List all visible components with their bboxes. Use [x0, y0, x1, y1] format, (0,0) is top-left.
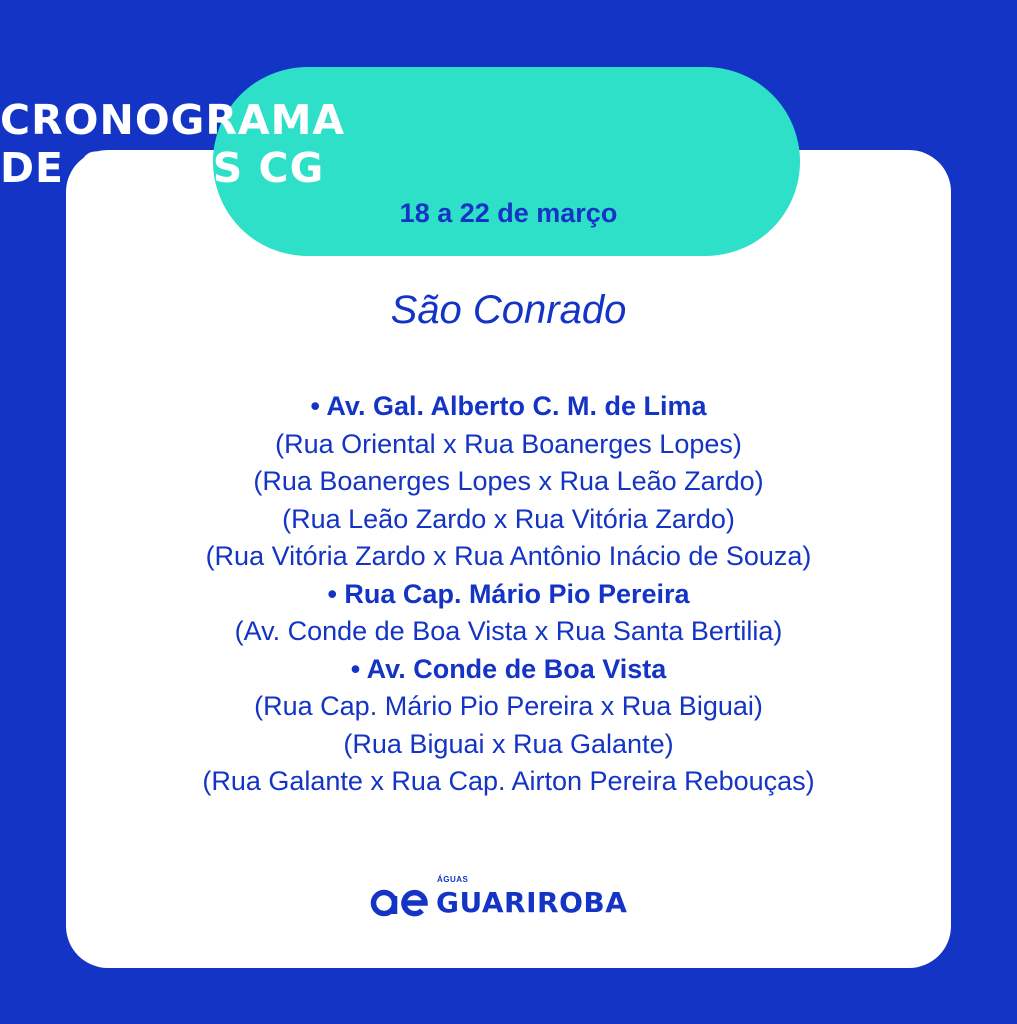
route-list [0, 388, 1017, 801]
route-segment: (Rua Oriental x Rua Boanerges Lopes) [275, 428, 742, 459]
logo-brand-text: GUARIROBA [436, 886, 628, 919]
route-segment: (Rua Biguai x Rua Galante) [343, 728, 674, 759]
page-title [0, 96, 1017, 192]
route-street: • Av. Conde de Boa Vista [350, 653, 667, 684]
route-segment: (Av. Conde de Boa Vista x Rua Santa Bertilia) [234, 616, 783, 646]
route-segment: (Rua Vitória Zardo x Rua Antônio Inácio de Souza) [205, 541, 812, 571]
route-street: • Av. Gal. Alberto C. M. de Lima [310, 391, 707, 421]
route-segment: (Rua Boanerges Lopes x Rua Leão Zardo) [253, 466, 764, 496]
neighborhood-name: São Conrado [390, 288, 627, 332]
title-line-1: CRONOGRAMA [0, 96, 346, 144]
ae-logo-icon [370, 888, 428, 918]
date-range: 18 a 22 de março [399, 198, 618, 228]
route-segment: (Rua Leão Zardo x Rua Vitória Zardo) [282, 503, 735, 534]
route-segment: (Rua Cap. Mário Pio Pereira x Rua Biguai) [254, 691, 763, 721]
title-line-2: DE OBRAS CG [0, 144, 325, 192]
route-segment: (Rua Galante x Rua Cap. Airton Pereira Rebouças) [202, 766, 815, 796]
logo-small-text: ÁGUAS [437, 875, 469, 884]
brand-logo [370, 872, 650, 922]
route-street: • Rua Cap. Mário Pio Pereira [327, 578, 690, 609]
